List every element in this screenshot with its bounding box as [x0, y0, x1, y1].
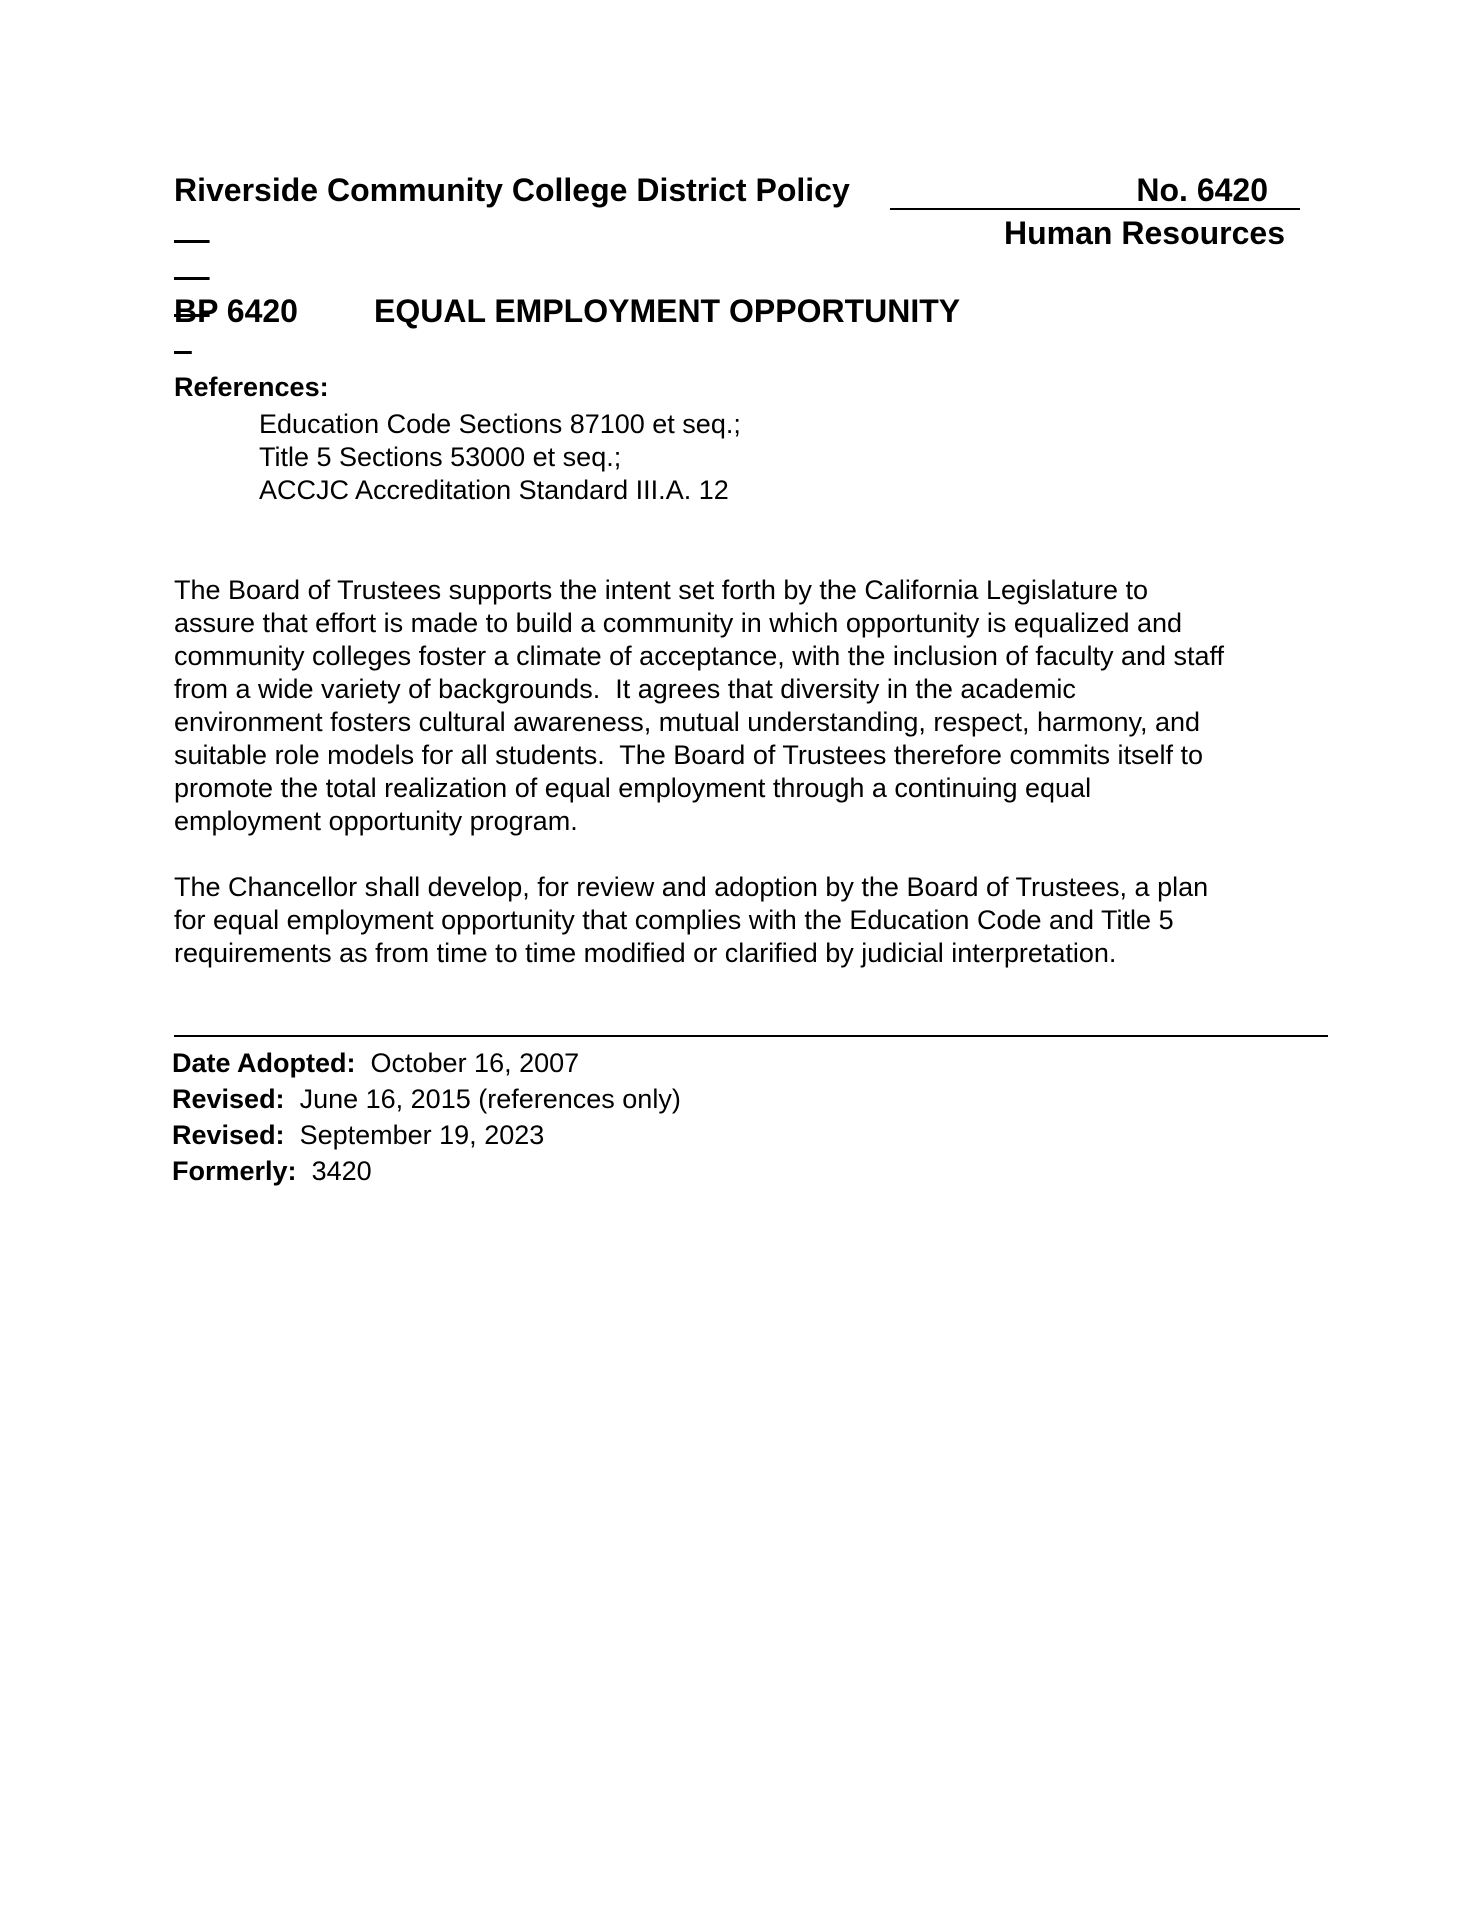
paragraph-line: for equal employment opportunity that complies with the Education Code and Title 5 [174, 905, 1174, 935]
department-name: Human Resources [1004, 215, 1285, 251]
history-row [172, 1117, 681, 1153]
reference-item: ACCJC Accreditation Standard III.A. 12 [259, 475, 729, 505]
paragraph-line: The Chancellor shall develop, for review and adoption by the Board of Trustees, a plan [174, 872, 1209, 902]
paragraph-line: suitable role models for all students. The Board of Trustees therefore commits itself to [174, 740, 1203, 770]
history-label: Date Adopted: [172, 1048, 356, 1078]
references-list [259, 408, 741, 507]
paragraph-line: employment opportunity program. [174, 806, 578, 836]
history-value: 3420 [311, 1156, 372, 1186]
paragraph-line: environment fosters cultural awareness, mutual understanding, respect, harmony, and [174, 707, 1201, 737]
history-row [172, 1081, 681, 1117]
paragraph-line: requirements as from time to time modified or clarified by judicial interpretation. [174, 938, 1117, 968]
references-label: References: [174, 372, 329, 402]
history-label: Revised: [172, 1120, 285, 1150]
paragraph-line: from a wide variety of backgrounds. It agrees that diversity in the academic [174, 674, 1076, 704]
paragraph-line: The Board of Trustees supports the intent set forth by the California Legislature to [174, 575, 1149, 605]
history-value: October 16, 2007 [370, 1048, 580, 1078]
paragraph-line: community colleges foster a climate of acceptance, with the inclusion of faculty and staff [174, 641, 1225, 671]
history-value: June 16, 2015 (references only) [299, 1084, 681, 1114]
reference-item: Education Code Sections 87100 et seq.; [259, 409, 741, 439]
history-row [172, 1045, 681, 1081]
policy-code: BP 6420 [174, 293, 298, 329]
policy-paragraph-1 [174, 574, 1314, 838]
policy-heading [174, 293, 960, 330]
paragraph-line: promote the total realization of equal employment through a continuing equal [174, 773, 1092, 803]
district-policy-title: Riverside Community College District Policy [174, 172, 850, 208]
history-row [172, 1153, 681, 1189]
history-divider [174, 1035, 1328, 1037]
policy-number: No. 6420 [1136, 172, 1268, 208]
revision-history [172, 1045, 681, 1189]
history-label: Formerly: [172, 1156, 297, 1186]
paragraph-line: assure that effort is made to build a community in which opportunity is equalized and [174, 608, 1183, 638]
policy-paragraph-2 [174, 871, 1314, 970]
history-value: September 19, 2023 [299, 1120, 545, 1150]
history-label: Revised: [172, 1084, 285, 1114]
reference-item: Title 5 Sections 53000 et seq.; [259, 442, 622, 472]
policy-title: EQUAL EMPLOYMENT OPPORTUNITY [374, 293, 961, 329]
